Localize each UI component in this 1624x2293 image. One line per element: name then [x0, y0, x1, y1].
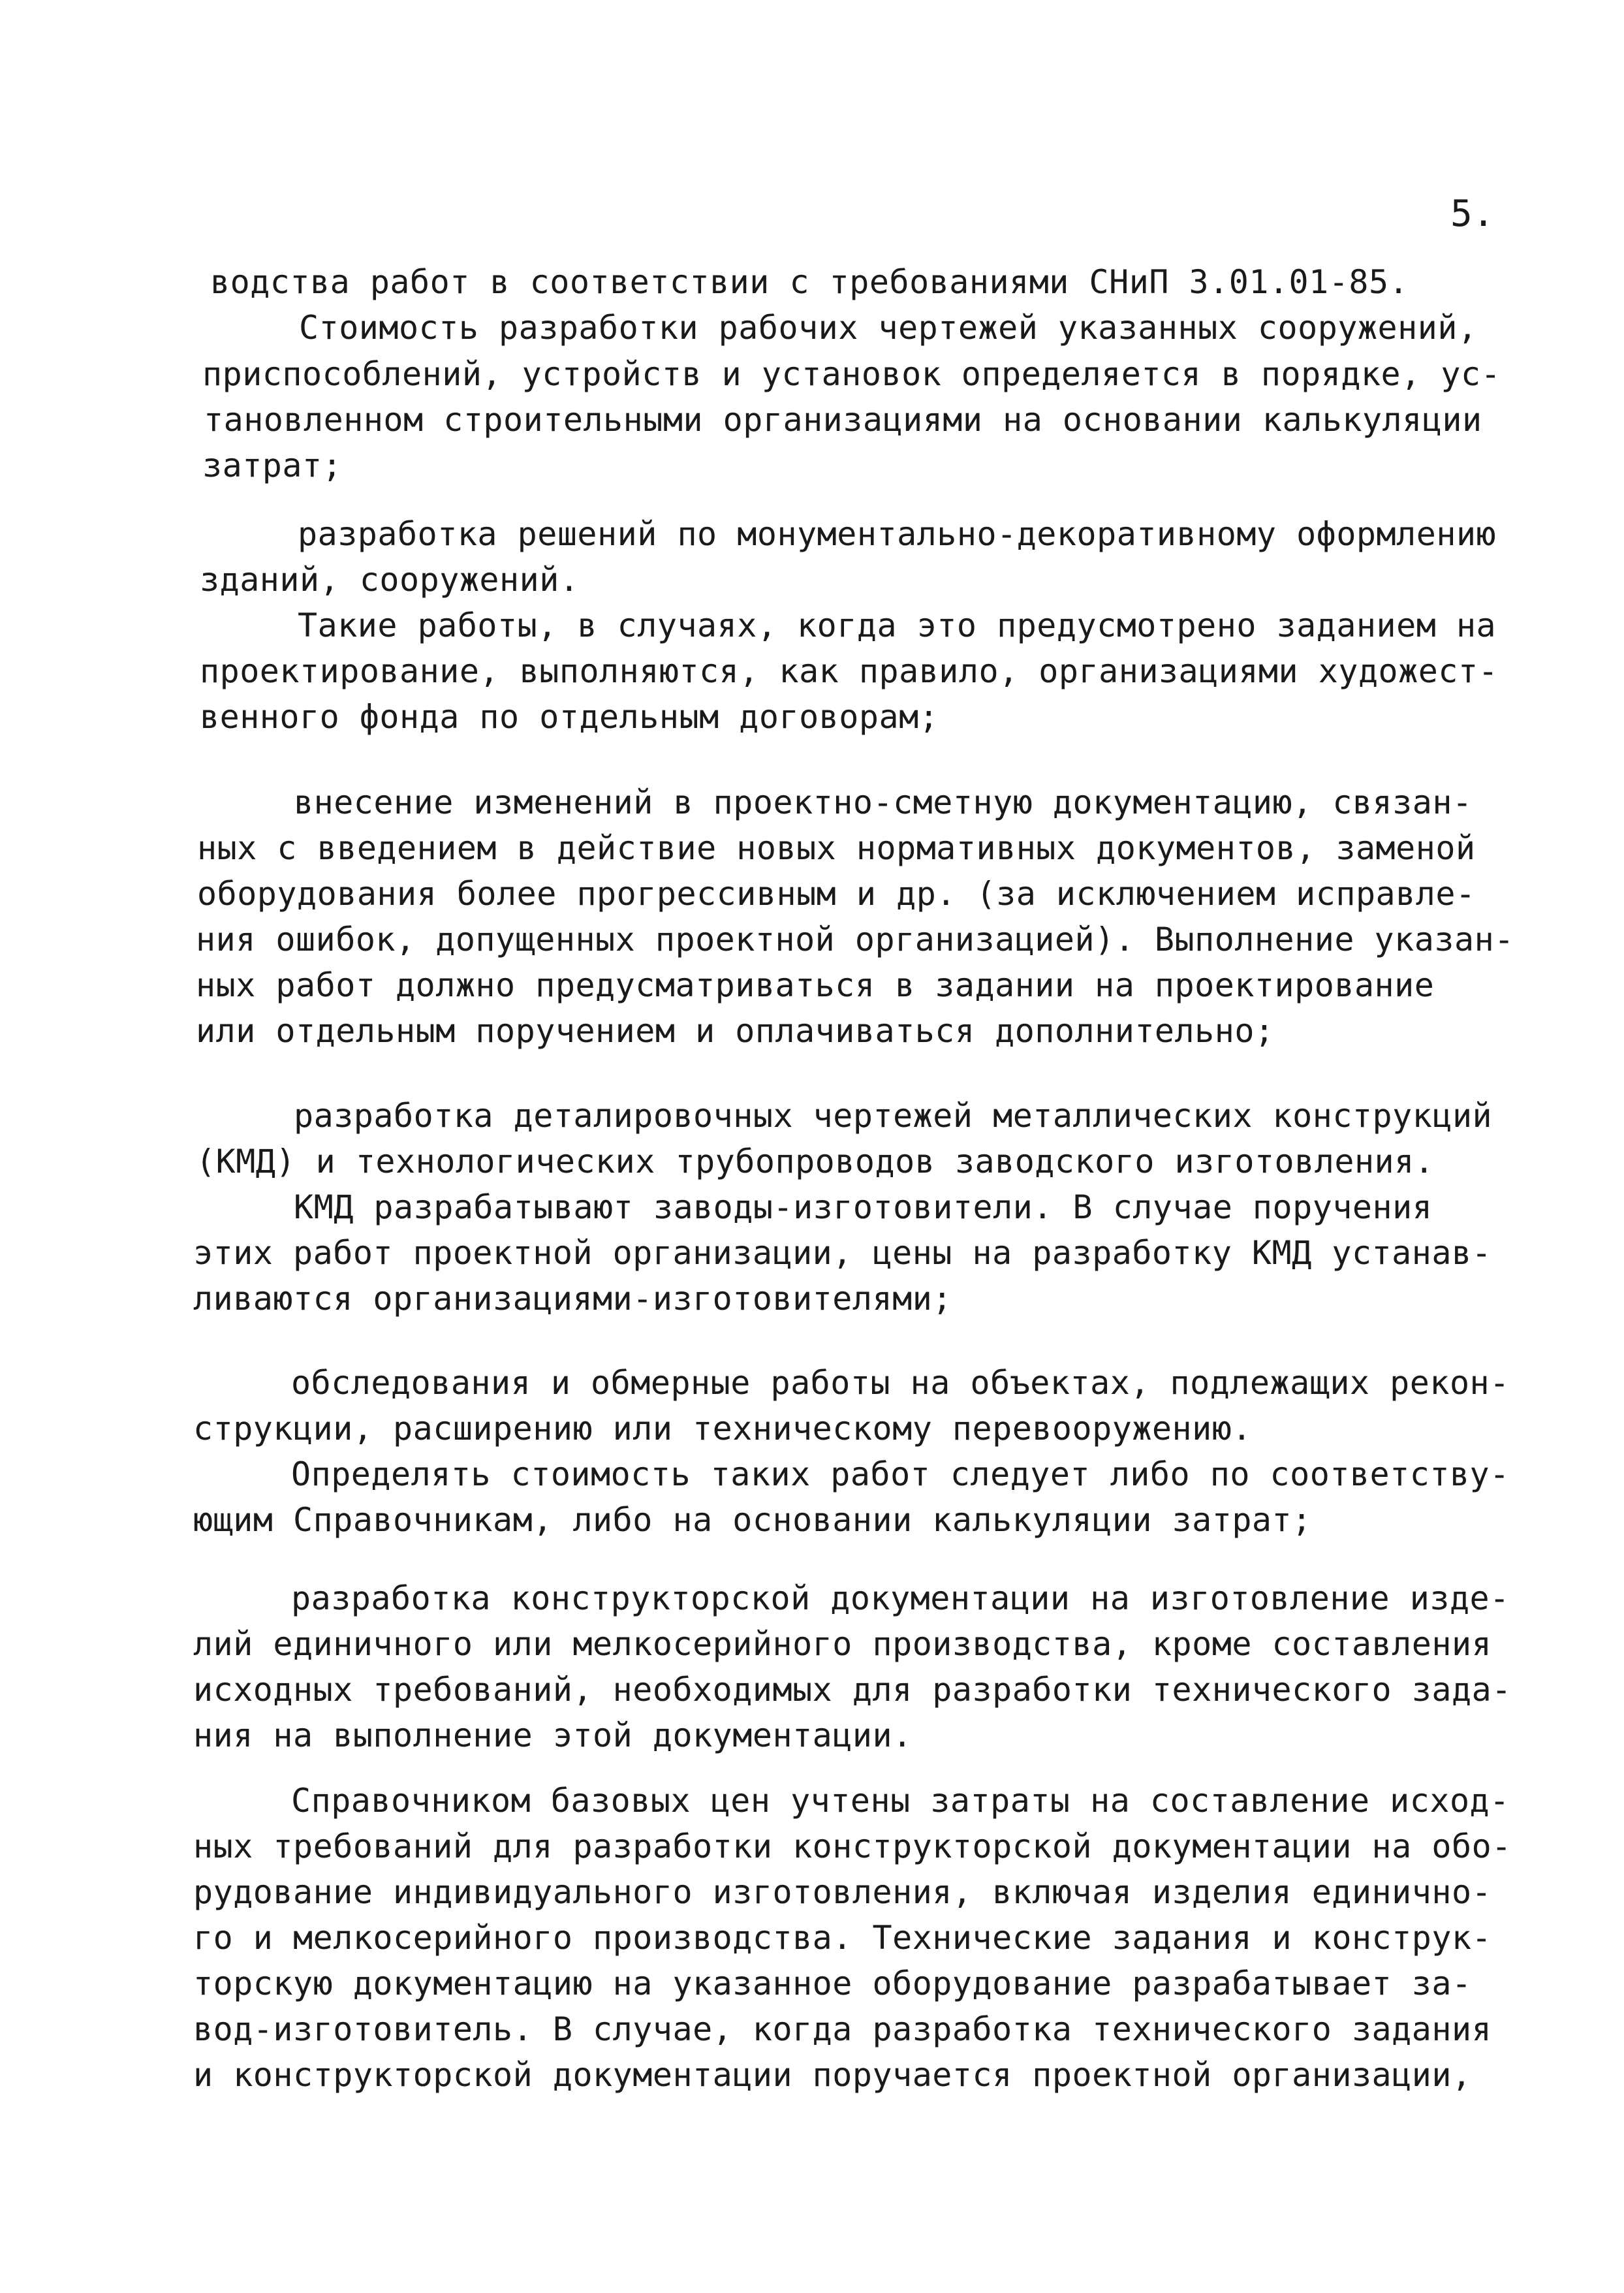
text-line: венного фонда по отдельным договорам;: [200, 698, 939, 736]
text-line: Справочником базовых цен учтены затраты на составление исход-: [291, 1782, 1510, 1820]
text-line: приспособлений, устройств и установок определяется в порядке, ус-: [202, 355, 1501, 393]
text-line: оборудования более прогрессивным и др. (за исключением исправле-: [197, 875, 1476, 913]
text-line: и конструкторской документации поручается проектной организации,: [193, 2056, 1472, 2094]
text-line: этих работ проектной организации, цены на разработку КМД устанав-: [193, 1234, 1492, 1272]
text-line: торскую документацию на указанное оборудование разрабатывает за-: [193, 1965, 1472, 2002]
text-line: вод-изготовитель. В случае, когда разработка технического задания: [193, 2010, 1492, 2048]
text-line: Такие работы, в случаях, когда это предусмотрено заданием на: [298, 607, 1497, 644]
text-line: зданий, сооружений.: [200, 561, 580, 599]
text-line: разработка деталировочных чертежей металлических конструкций: [294, 1097, 1493, 1135]
text-line: лий единичного или мелкосерийного производства, кроме составления: [193, 1625, 1492, 1663]
text-line: обследования и обмерные работы на объектах, подлежащих рекон-: [291, 1364, 1510, 1402]
text-line: ных работ должно предусматриваться в задании на проектирование: [196, 966, 1435, 1004]
text-line: Стоимость разработки рабочих чертежей указанных сооружений,: [299, 309, 1478, 347]
text-line: ния на выполнение этой документации.: [193, 1716, 913, 1754]
text-line: ющим Справочникам, либо на основании калькуляции затрат;: [193, 1501, 1312, 1539]
text-line: ных с введением в действие новых нормативных документов, заменой: [197, 829, 1476, 867]
text-line: струкции, расширению или техническому перевооружению.: [193, 1410, 1252, 1447]
text-line: затрат;: [202, 447, 343, 484]
text-line: ных требований для разработки конструкторской документации на обо-: [193, 1827, 1512, 1865]
text-line: внесение изменений в проектно-сметную документацию, связан-: [294, 783, 1473, 821]
text-line: го и мелкосерийного производства. Технические задания и конструк-: [193, 1919, 1492, 1957]
text-line: рудование индивидуального изготовления, включая изделия единично-: [193, 1873, 1492, 1911]
text-line: или отдельным поручением и оплачиваться дополнительно;: [196, 1012, 1275, 1050]
text-line: исходных требований, необходимых для разработки технического зада-: [193, 1671, 1512, 1709]
text-line: ния ошибок, допущенных проектной организацией). Выполнение указан-: [196, 921, 1514, 958]
text-line: разработка конструкторской документации на изготовление изде-: [291, 1579, 1510, 1617]
text-line: водства работ в соответствии с требованиями СНиП 3.01.01-85.: [210, 263, 1409, 301]
text-line: тановленном строительными организациями на основании калькуляции: [204, 401, 1482, 439]
text-line: КМД разрабатывают заводы-изготовители. В случае поручения: [294, 1188, 1433, 1226]
text-line: ливаются организациями-изготовителями;: [193, 1280, 952, 1318]
text-line: Определять стоимость таких работ следует либо по соответству-: [291, 1455, 1510, 1493]
text-line: разработка решений по монументально-декоративному оформлению: [298, 515, 1497, 553]
text-line: проектирование, выполняются, как правило, организациями художест-: [200, 652, 1499, 690]
page-number: 5.: [1450, 193, 1495, 235]
text-line: (КМД) и технологических трубопроводов заводского изготовления.: [196, 1143, 1435, 1180]
